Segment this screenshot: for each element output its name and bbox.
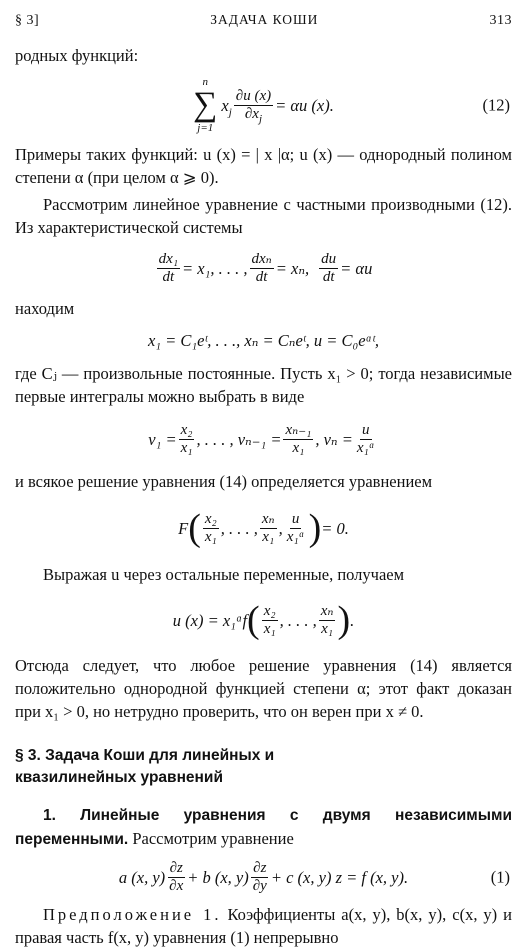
f-equation: F ( $\frac{\text{x₂}}{\text{x₁}}$ , . . . , $\frac{\text{xₙ}}{\text{x₁}}$ , $\frac{u}{\text{x₁ᵅ}}$ ) = 0. <box>178 506 349 549</box>
sum-symbol: n ∑ j=1 <box>193 76 218 134</box>
solution-formula: x₁ = C₁eᵗ, . . ., xₙ = Cₙeᵗ, u = C₀eᵅᵗ, <box>147 331 379 350</box>
subsection-paragraph: 1. Линейные уравнения с двумя независимыми переменными. Рассмотрим уравнение <box>15 807 512 848</box>
paragraph-6: и всякое решение уравнения (14) определяется уравнением <box>15 472 433 491</box>
equation-number-12: (12) <box>482 95 510 115</box>
equation-number-1: (1) <box>490 867 510 887</box>
paragraph-1: родных функций: <box>15 46 139 65</box>
paragraph-4: находим <box>15 299 75 318</box>
header-section: § 3] <box>15 13 40 28</box>
paragraph-8: Отсюда следует, что любое решение уравнения (14) является положительно однородной функцией степени α; этот факт доказан при x₁ > 0, но нетрудно проверить, что он верен при x ≠ 0. <box>15 656 512 721</box>
section-heading: § 3. Задача Коши для линейных и квазилинейных уравнений <box>15 747 275 786</box>
assumption-label: Предположение 1. <box>43 905 222 924</box>
paragraph-7: Выражая u через остальные переменные, получаем <box>43 565 405 584</box>
characteristic-system: $\frac{\text{dx₁}}{dt}$ = x₁, . . . , $\frac{\text{dxₙ}}{dt}$ = xₙ, $\frac{du}{dt}$ = αu <box>158 250 373 285</box>
subsection-title: 1. Линейные уравнения с двумя независимыми переменными. <box>15 807 512 848</box>
u-equation: u (x) = x₁ᵅf ( $\frac{\text{x₂}}{\text{x₁}}$ , . . . , $\frac{\text{xₙ}}{\text{x₁}}$ ) . <box>172 598 355 641</box>
paragraph-5: где Cⱼ — произвольные постоянные. Пусть x₁ > 0; тогда независимые первые интегралы можно выбрать в виде <box>15 364 512 406</box>
eq12-fraction: $\frac{\partial u (x)}{\partial x_j}$ <box>235 87 272 125</box>
page-number: 313 <box>489 13 512 28</box>
paragraph-3: Рассмотрим линейное уравнение с частными производными (12). Из характеристической системы <box>15 195 512 237</box>
equation-1: a (x, y) $\frac{\partial z}{\partial x}$ + b (x, y) $\frac{\partial z}{\partial y}$ + c (x, y) z = f (x, y). (1) <box>118 859 510 894</box>
assumption-paragraph: Предположение 1. Коэффициенты a(x, y), b(x, y), c(x, y) и правая часть f(x, y) уравнения (1) непрерывно <box>15 905 512 947</box>
equation-12: n ∑ j=1 $x_j$ $\frac{\partial u (x)}{\partial x_j}$ = αu (x). (12) <box>193 76 510 134</box>
header-title: ЗАДАЧА КОШИ <box>210 12 319 27</box>
first-integrals: v₁ = $\frac{\text{x₂}}{\text{x₁}}$ , . . . , vₙ₋₁ = $\frac{\text{xₙ₋₁}}{\text{x₁}}$ , vₙ = $\frac{u}{\text{x₁ᵅ}}$ <box>148 421 375 456</box>
page <box>15 8 512 949</box>
running-header <box>15 8 512 32</box>
paragraph-2: Примеры таких функций: u (x) = | x |α; u (x) — однородный полином степени α (при целом α ⩾ 0). <box>15 145 512 187</box>
